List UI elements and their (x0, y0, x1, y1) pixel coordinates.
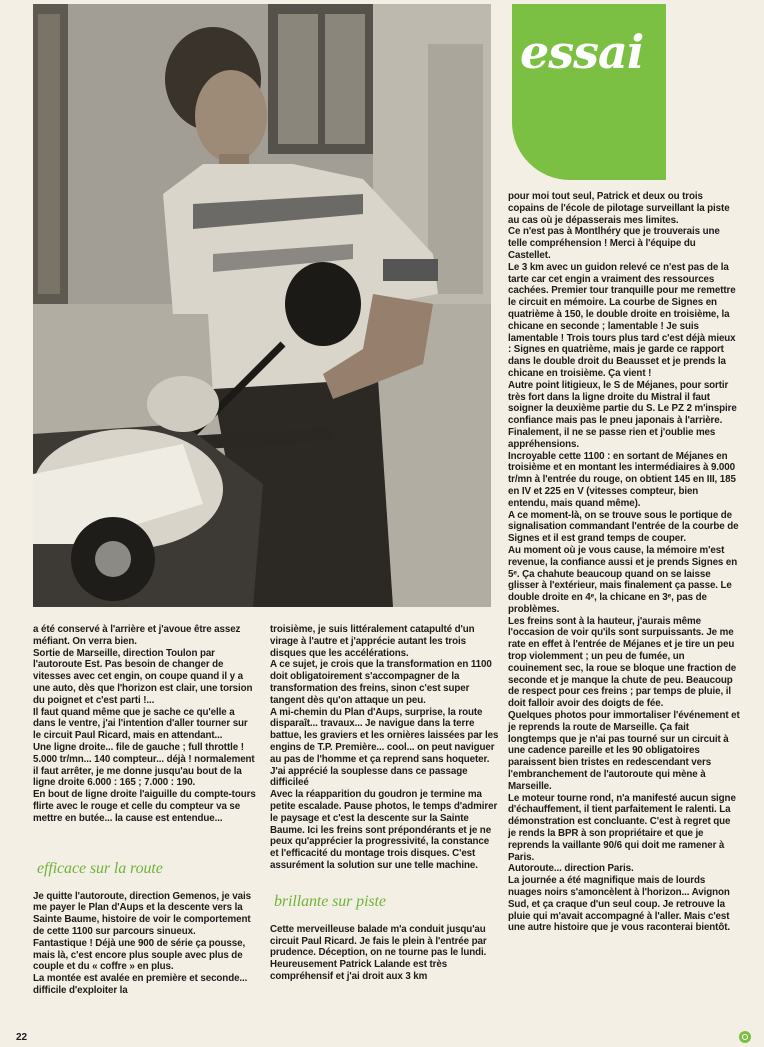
paragraph: En bout de ligne droite l'aiguille du compte-tours flirte avec le rouge et celle du compteur va se mettre en butée... la cause est entendue... (33, 789, 256, 824)
paragraph: A ce sujet, je crois que la transformation en 1100 doit obligatoirement s'accompagner de la transformation des freins, sinon c'est super tangent dès qu'on attaque un peu. (270, 659, 492, 706)
paragraph: Je quitte l'autoroute, direction Gemenos, je vais me payer le Plan d'Aups et la descente vers la Sainte Baume, histoire de voir le comportement de cette 1100 sur parcours sinueux. (33, 890, 251, 937)
paragraph: Ce n'est pas à Montlhéry que je trouverais une telle compréhension ! Merci à l'équipe du Castellet. (508, 226, 720, 261)
paragraph: Fantastique ! Déjà une 900 de série ça pousse, mais là, c'est encore plus souple avec plus de couple et du « coffre » en plus. (33, 937, 246, 973)
paragraph: Sortie de Marseille, direction Toulon par l'autoroute Est. Pas besoin de changer de vitesses avec cet engin, on coupe quand il y a une auto, dès que l'horizon est clair, une torsion du poignet et c'est parti !... (33, 647, 253, 706)
paragraph: Une ligne droite... file de gauche ; full throttle ! 5.000 tr/mn... 140 compteur... déjà ! normalement il faut arrêter, je me donne jusqu'au bout de la ligne droite 6.000 : 165 ; 7.000 : 190. (33, 741, 255, 789)
paragraph: troisième, je suis littéralement catapulté d'un virage à l'autre et j'apprécie autant les trois disques que les accélérations. (270, 624, 475, 659)
section-subhead: brillante sur piste (274, 892, 386, 910)
paragraph: Cette merveilleuse balade m'a conduit jusqu'au circuit Paul Ricard. Je fais le plein à l'entrée par prudence. Déception, on ne tourne pas le lundi. (270, 923, 487, 959)
paragraph: A ce moment-là, on se trouve sous le portique de signalisation commandant l'entrée de la courbe de Signes et il est grand temps de couper. (508, 509, 739, 545)
article-column-right (508, 191, 740, 934)
essai-logo-block (512, 4, 666, 180)
paragraph: Heureusement Patrick Lalande est très compréhensif et j'ai droit aux 3 km (270, 959, 448, 982)
paragraph: Autoroute... direction Paris. (508, 863, 634, 875)
article-end-mark-icon (739, 1031, 751, 1043)
paragraph: Le moteur tourne rond, n'a manifesté aucun signe d'échauffement, il tient parfaitement le ralenti. La démonstration est concluante. C'est à regret que je rends la BPR à son propriétaire et que je reprends la vaillante 90/6 qui doit me ramener à Paris. (508, 792, 736, 863)
paragraph: a été conservé à l'arrière et j'avoue être assez méfiant. On verra bien. (33, 624, 241, 647)
paragraph: Les freins sont à la hauteur, j'aurais même l'occasion de voir qu'ils sont surpuissants. Je me rate en effet à l'entrée de Méjanes et je tire un peu trop violemment ; un peu de fumée, un couinement sec, la roue se bloque une fraction de seconde et je manque la chute de peu. Beaucoup de respect pour ces freins ; par temps de pluie, il doit falloir avoir des doigts de fée. (508, 615, 737, 710)
paragraph: Le 3 km avec un guidon relevé ce n'est pas de la tarte car cet engin a vraiment des ressources cachées. Premier tour tranquille pour me remettre le circuit en mémoire. La courbe de Signes en quatrième à 150, le double droite en troisième, la chicane en seconde ; lamentable ! Je suis lamentable ! Trois tours plus tard c'est déjà mieux : Signes en quatrième, mais je garde ce rapport dans le double droit du Beausset et je prends la chicane en troisième. Ça vient ! (508, 261, 736, 379)
rider-photo (33, 4, 491, 607)
rider-photo-illustration (33, 4, 491, 607)
paragraph: La journée a été magnifique mais de lourds nuages noirs s'amoncèlent à l'horizon... Avignon Sud, et ça craque d'un seul coup. Je retrouve la pluie qui m'avait accompagné à l'aller. Mais c'est une autre histoire que je vous raconterai bientôt. (508, 875, 731, 934)
paragraph: Autre point litigieux, le S de Méjanes, pour sortir très fort dans la ligne droite du Mistral il faut soigner la deuxième partie du S. Le PZ 2 m'inspire confiance mais pas le pneu japonais à l'arrière. Finalement, il ne se passe rien et j'oublie mes appréhensions. (508, 379, 737, 450)
paragraph: A mi-chemin du Plan d'Aups, surprise, la route disparaît... travaux... Je navigue dans la terre battue, les graviers et les ornières laissées par les engins de T.P. Première... cool... on peut naviguer au pas de l'homme et ça reprend sans hoqueter. J'ai apprécié la souplesse dans ce passage difficileé (270, 706, 499, 789)
paragraph: La montée est avalée en première et seconde... difficile d'exploiter la (33, 973, 248, 996)
paragraph: Quelques photos pour immortaliser l'événement et je reprends la route de Marseille. Ça fait longtemps que je n'ai pas tourné sur un circuit à une cadence pareille et les 90 obligatoires paraissent bien tristes en redescendant vers l'embranchement de l'autoroute qui mène à Marseille. (508, 710, 740, 792)
paragraph: Il faut quand même que je sache ce qu'elle a dans le ventre, j'ai l'intention d'aller tourner sur le circuit Paul Ricard, mais en attendant... (33, 706, 248, 742)
article-column-middle (270, 624, 500, 983)
section-subhead: efficace sur la route (37, 859, 163, 877)
paragraph: pour moi tout seul, Patrick et deux ou trois copains de l'école de pilotage surveillant la piste au cas où je dépasserais mes limites. (508, 191, 730, 226)
essai-logo-word: essai (520, 25, 644, 79)
page-number: 22 (16, 1032, 28, 1043)
article-column-left (33, 624, 257, 997)
paragraph: Au moment où je vous cause, la mémoire m'est revenue, la confiance aussi et je prends Signes en 5ᵉ. Ça chahute beaucoup quand on se laisse glisser à l'extérieur, mais finalement ça passe. Le double droite en 4ᵉ, la chicane en 3ᵉ, pas de problèmes. (508, 544, 738, 615)
paragraph: Incroyable cette 1100 : en sortant de Méjanes en troisième et en montant les intermédiaires à 9.000 tr/mn à l'entrée du rouge, on obtient 145 en III, 185 en IV et 225 en V (vitesses compteur, bien entendu, mais quand même). (508, 450, 736, 509)
paragraph: Avec la réapparition du goudron je termine ma petite escalade. Pause photos, le temps d'admirer le paysage et c'est la descente sur la Sainte Baume. Ici les freins sont prépondérants et je ne peux qu'apprécier la progressivité, la constance et l'efficacité du montage trois disques. C'est assurément la solution sur une telle machine. (270, 789, 498, 871)
